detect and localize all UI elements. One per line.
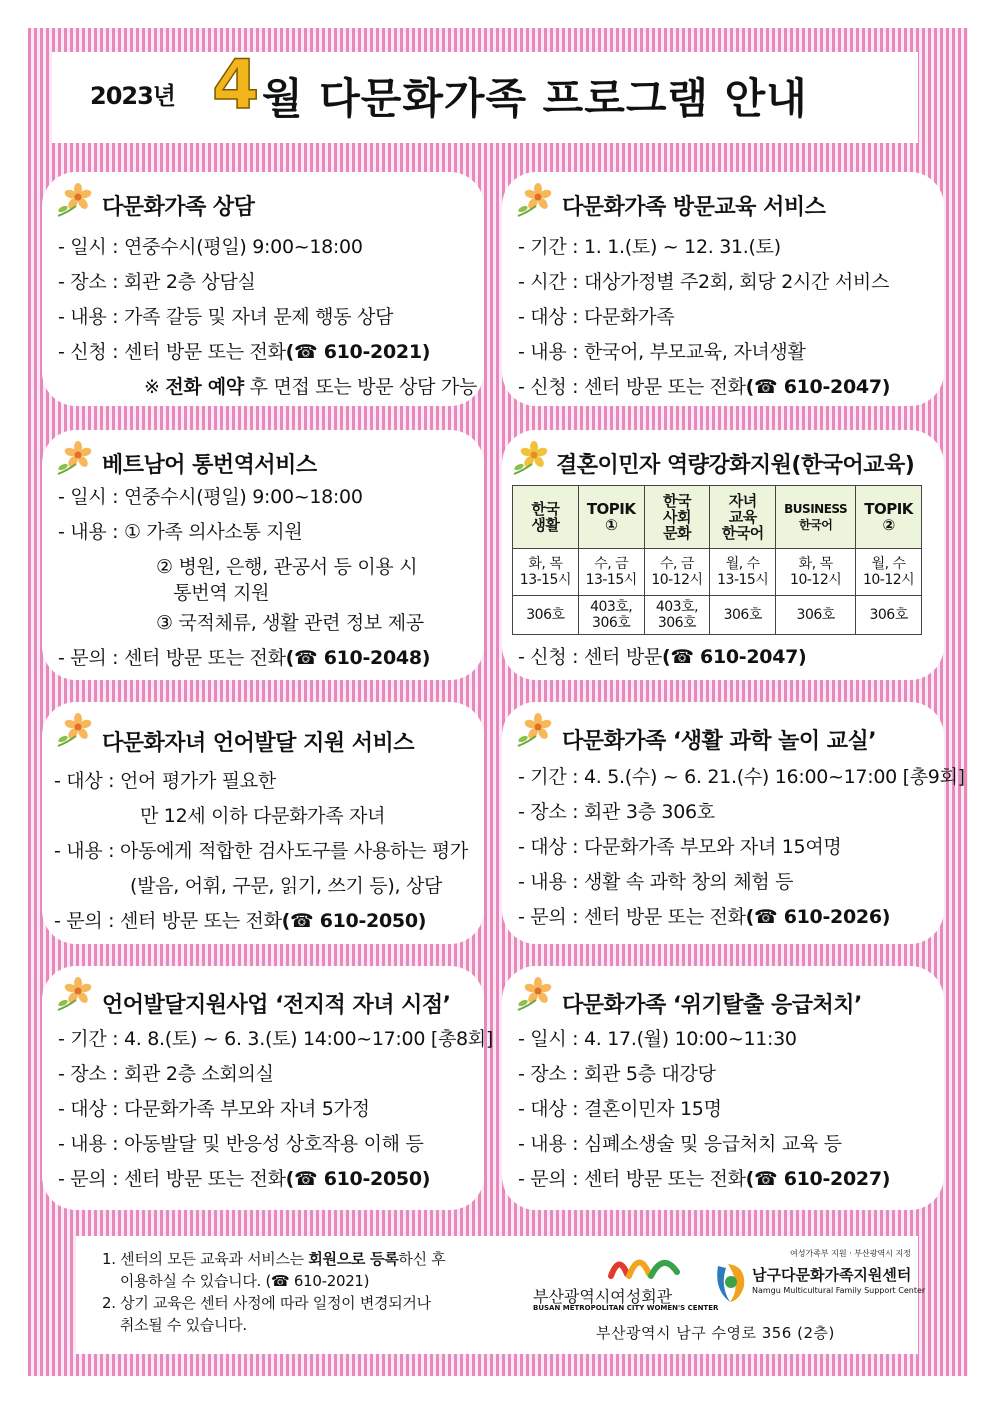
info-line: - 장소 : 회관 2층 상담실	[58, 271, 256, 293]
table-header-cell: 한국 생활	[513, 486, 579, 549]
info-line: - 장소 : 회관 5층 대강당	[518, 1063, 716, 1085]
info-line: - 일시 : 4. 17.(월) 10:00~11:30	[518, 1028, 797, 1050]
footer-panel	[76, 1236, 926, 1354]
table-row	[513, 486, 922, 549]
phone-number: (☎ 610-2027)	[745, 1168, 891, 1190]
phone-number: (☎ 610-2050)	[281, 910, 427, 932]
apply-line	[58, 335, 474, 370]
sub-line: ② 병원, 은행, 관공서 등 이용 시	[156, 556, 418, 578]
flower-icon	[510, 440, 550, 478]
support-center-logo-mark	[712, 1260, 750, 1306]
logo-small-text: 여성가족부 지원 · 부산광역시 지정	[790, 1249, 911, 1258]
table-room-cell: 403호, 306호	[644, 596, 710, 635]
info-line: - 대상 : 다문화가족	[518, 306, 675, 328]
card-title: 다문화자녀 언어발달 지원 서비스	[102, 731, 415, 756]
card-language-development	[42, 702, 484, 944]
info-line: - 장소 : 회관 2층 소회의실	[58, 1063, 274, 1085]
logo-name: 남구다문화가족지원센터	[752, 1266, 912, 1284]
table-time-cell: 월, 수 10-12시	[856, 549, 922, 596]
card-child-perspective	[42, 966, 493, 1210]
apply-line	[518, 370, 934, 405]
card-first-aid	[502, 966, 944, 1210]
note-line: 이용하실 수 있습니다. (☎ 610-2021)	[102, 1272, 370, 1290]
class-schedule-table	[512, 485, 922, 635]
title-month: 4	[212, 46, 260, 125]
info-line: - 내용 : 한국어, 부모교육, 자녀생활	[518, 341, 806, 363]
info-line: 만 12세 이하 다문화가족 자녀	[140, 805, 386, 827]
table-room-cell: 403호, 306호	[578, 596, 644, 635]
flower-icon	[514, 976, 554, 1014]
table-room-cell: 306호	[513, 596, 579, 635]
apply-label: - 문의 : 센터 방문 또는 전화	[58, 1168, 286, 1190]
card-visit-education	[502, 172, 944, 406]
table-time-cell: 월, 수 13-15시	[710, 549, 776, 596]
title-year: 2023년	[90, 82, 175, 110]
note-rest: 후 면접 또는 방문 상담 가능	[243, 376, 477, 398]
info-line: - 내용 : 아동에게 적합한 검사도구를 사용하는 평가	[54, 840, 468, 862]
phone-number: (☎ 610-2047)	[745, 376, 891, 398]
table-header-cell: BUSINESS 한국어	[776, 486, 856, 549]
note-bold: 전화 예약	[165, 376, 244, 398]
apply-line	[58, 1162, 474, 1197]
info-line: - 내용 : 생활 속 과학 창의 체험 등	[518, 871, 794, 893]
table-header-cell: 한국 사회 문화	[644, 486, 710, 549]
womens-center-logo	[531, 1246, 719, 1321]
info-line: - 내용 : ① 가족 의사소통 지원	[58, 521, 303, 543]
phone-number: (☎ 610-2047)	[661, 646, 807, 668]
note-line	[58, 370, 477, 405]
info-line: - 시간 : 대상가정별 주2회, 회당 2시간 서비스	[518, 271, 890, 293]
table-row	[513, 596, 922, 635]
sub-line: 통번역 지원	[156, 582, 270, 604]
flower-icon	[54, 712, 94, 750]
sub-line: ③ 국적체류, 생활 관련 정보 제공	[156, 612, 424, 634]
flower-icon	[514, 712, 554, 750]
info-line: - 기간 : 4. 8.(토) ~ 6. 3.(토) 14:00~17:00 [총8회]	[58, 1028, 493, 1050]
phone-number: (☎ 610-2021)	[285, 341, 431, 363]
info-line: - 기간 : 1. 1.(토) ~ 12. 31.(토)	[518, 236, 781, 258]
flower-icon	[54, 976, 94, 1014]
apply-label: - 문의 : 센터 방문 또는 전화	[58, 647, 286, 669]
card-title: 다문화가족 ‘위기탈출 응급처치’	[562, 993, 862, 1018]
card-title: 베트남어 통번역서비스	[102, 453, 317, 478]
info-line: - 내용 : 가족 갈등 및 자녀 문제 행동 상담	[58, 306, 394, 328]
logo-name: 부산광역시여성회관	[533, 1287, 673, 1306]
logo-english: Namgu Multicultural Family Support Center	[752, 1286, 926, 1295]
table-time-cell: 화, 목 10-12시	[776, 549, 856, 596]
card-title: 언어발달지원사업 ‘전지적 자녀 시점’	[102, 993, 451, 1018]
title-text: 월 다문화가족 프로그램 안내	[262, 74, 808, 123]
note-bold: 회원으로 등록	[308, 1250, 399, 1268]
card-title: 결혼이민자 역량강화지원(한국어교육)	[556, 453, 915, 478]
support-center-logo	[712, 1246, 926, 1321]
table-header-cell: TOPIK ①	[578, 486, 644, 549]
note-text: 하신 후	[398, 1250, 446, 1268]
card-counseling	[42, 172, 484, 406]
info-line: - 대상 : 언어 평가가 필요한	[54, 770, 276, 792]
apply-label: - 문의 : 센터 방문 또는 전화	[518, 1168, 746, 1190]
flower-icon	[54, 440, 94, 478]
card-science-class	[502, 702, 965, 944]
card-korean-education	[502, 430, 944, 680]
phone-number: (☎ 610-2026)	[745, 906, 891, 928]
info-line: - 대상 : 결혼이민자 15명	[518, 1098, 722, 1120]
info-line: - 일시 : 연중수시(평일) 9:00~18:00	[58, 236, 363, 258]
info-line: - 기간 : 4. 5.(수) ~ 6. 21.(수) 16:00~17:00 [총9회]	[518, 766, 965, 788]
card-vietnamese-interpretation	[42, 430, 484, 680]
info-line: (발음, 어휘, 구문, 읽기, 쓰기 등), 상담	[130, 875, 443, 897]
apply-line	[518, 1162, 934, 1197]
womens-center-logo-mark	[531, 1246, 701, 1286]
apply-line	[518, 900, 934, 935]
card-title: 다문화가족 ‘생활 과학 놀이 교실’	[562, 729, 877, 754]
table-row	[513, 549, 922, 596]
apply-line	[518, 640, 806, 675]
note-mark: ※	[144, 376, 166, 398]
table-header-cell: 자녀 교육 한국어	[710, 486, 776, 549]
card-title: 다문화가족 상담	[102, 195, 255, 220]
table-time-cell: 화, 목 13-15시	[513, 549, 579, 596]
phone-number: (☎ 610-2050)	[285, 1168, 431, 1190]
info-line: - 장소 : 회관 3층 306호	[518, 801, 715, 823]
apply-label: - 문의 : 센터 방문 또는 전화	[518, 906, 746, 928]
info-line: - 대상 : 다문화가족 부모와 자녀 5가정	[58, 1098, 370, 1120]
note-line	[102, 1248, 445, 1270]
apply-label: - 신청 : 센터 방문 또는 전화	[58, 341, 286, 363]
note-line: 취소될 수 있습니다.	[102, 1316, 247, 1334]
apply-label: - 신청 : 센터 방문 또는 전화	[518, 376, 746, 398]
table-room-cell: 306호	[856, 596, 922, 635]
apply-line	[58, 641, 474, 676]
apply-line	[54, 904, 474, 939]
table-room-cell: 306호	[776, 596, 856, 635]
page-title	[52, 46, 918, 143]
apply-label: - 신청 : 센터 방문	[518, 646, 662, 668]
card-title: 다문화가족 방문교육 서비스	[562, 195, 826, 220]
info-line: - 내용 : 아동발달 및 반응성 상호작용 이해 등	[58, 1133, 424, 1155]
flower-icon	[54, 182, 94, 220]
note-line: 2. 상기 교육은 센터 사정에 따라 일정이 변경되거나	[102, 1294, 431, 1312]
logo-english: BUSAN METROPOLITAN CITY WOMEN'S CENTER	[533, 1304, 719, 1312]
table-room-cell: 306호	[710, 596, 776, 635]
apply-label: - 문의 : 센터 방문 또는 전화	[54, 910, 282, 932]
info-line: - 내용 : 심폐소생술 및 응급처치 교육 등	[518, 1133, 842, 1155]
flower-icon	[514, 182, 554, 220]
info-line: - 일시 : 연중수시(평일) 9:00~18:00	[58, 486, 363, 508]
address: 부산광역시 남구 수영로 356 (2층)	[596, 1324, 835, 1342]
info-line: - 대상 : 다문화가족 부모와 자녀 15여명	[518, 836, 842, 858]
table-time-cell: 수, 금 10-12시	[644, 549, 710, 596]
table-header-cell: TOPIK ②	[856, 486, 922, 549]
note-text: 1. 센터의 모든 교육과 서비스는	[102, 1250, 309, 1268]
footer-notes	[102, 1248, 445, 1336]
phone-number: (☎ 610-2048)	[285, 647, 431, 669]
table-time-cell: 수, 금 13-15시	[578, 549, 644, 596]
